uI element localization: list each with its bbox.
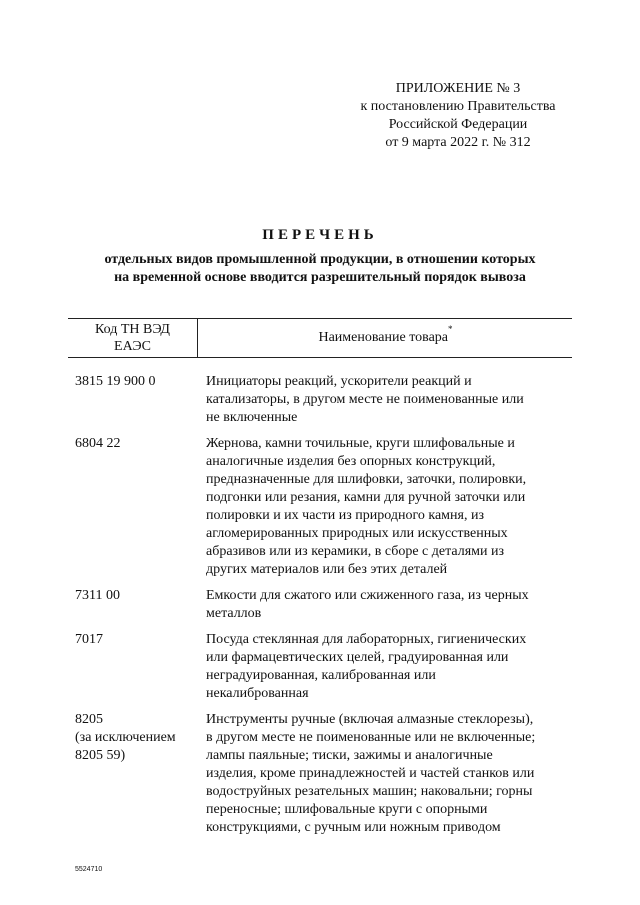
- product-code-line: 8205 59): [75, 748, 126, 763]
- table-row: [75, 631, 575, 703]
- product-name-line: изделия, кроме принадлежностей и частей станков или: [206, 766, 535, 781]
- footnote-mark: *: [448, 324, 453, 335]
- product-code-line: 7017: [75, 632, 103, 647]
- product-name-line: конструкциями, с ручным или ножным приводом: [206, 820, 501, 835]
- appendix-line: к постановлению Правительства: [360, 99, 556, 114]
- subtitle-line: отдельных видов промышленной продукции, в отношении которых: [104, 252, 536, 267]
- product-name-line: абразивов или из керамики, в сборе с деталями из: [206, 544, 505, 559]
- column-header-code-line: ЕАЭС: [114, 339, 151, 354]
- table-header: [68, 318, 572, 358]
- appendix-line: ПРИЛОЖЕНИЕ № 3: [395, 81, 521, 96]
- subtitle-line: на временной основе вводится разрешительный порядок вывоза: [114, 270, 526, 285]
- product-name-line: или фармацевтических целей, градуированная или: [206, 650, 509, 665]
- product-name-line: некалиброванная: [206, 686, 309, 701]
- product-code: [75, 711, 206, 837]
- product-name-line: Жернова, камни точильные, круги шлифовальные и: [206, 436, 515, 451]
- product-name-line: подгонки или резания, камни для ручной заточки или: [206, 490, 526, 505]
- product-name-line: в другом месте не поименованные или не включенные;: [206, 730, 536, 745]
- product-name-line: металлов: [206, 606, 262, 621]
- product-code-line: (за исключением: [75, 730, 176, 745]
- product-name-line: Инструменты ручные (включая алмазные стеклорезы),: [206, 712, 534, 727]
- product-code: [75, 587, 206, 623]
- product-name-line: водоструйных резательных машин; наковальни; горны: [206, 784, 533, 799]
- product-name-line: неградуированная, калиброванная или: [206, 668, 436, 683]
- product-code: [75, 631, 206, 703]
- product-name-line: не включенные: [206, 410, 298, 425]
- product-name: [206, 587, 566, 623]
- product-name-line: Емкости для сжатого или сжиженного газа, из черных: [206, 588, 529, 603]
- product-name: [206, 373, 566, 427]
- product-name-line: переносные; шлифовальные круги с опорными: [206, 802, 488, 817]
- product-name-line: Посуда стеклянная для лабораторных, гигиенических: [206, 632, 527, 647]
- product-name-line: лампы паяльные; тиски, зажимы и аналогичные: [206, 748, 493, 763]
- document-title: ПЕРЕЧЕНЬ: [262, 227, 378, 243]
- table-row: [75, 587, 575, 623]
- product-code: [75, 373, 206, 427]
- product-name-line: катализаторы, в другом месте не поименованные или: [206, 392, 524, 407]
- document-code: 5524710: [75, 866, 103, 873]
- product-name-line: Инициаторы реакций, ускорители реакций и: [206, 374, 472, 389]
- product-name-line: агломерированных природных или искусственных: [206, 526, 508, 541]
- product-code-line: 7311 00: [75, 588, 120, 603]
- table-body: [75, 373, 575, 837]
- product-name-line: аналогичные изделия без опорных конструкций,: [206, 454, 496, 469]
- appendix-line: от 9 марта 2022 г. № 312: [385, 135, 531, 150]
- product-name-line: других материалов или без этих деталей: [206, 562, 448, 577]
- column-header-name: [199, 319, 572, 357]
- table-row: [75, 373, 575, 427]
- column-header-code: [68, 319, 198, 357]
- column-header-code-line: Код ТН ВЭД: [95, 322, 170, 337]
- product-name: [206, 435, 566, 579]
- product-code-line: 3815 19 900 0: [75, 374, 156, 389]
- product-name-line: полировки и их части из природного камня, из: [206, 508, 484, 523]
- product-name: [206, 631, 566, 703]
- product-name-line: предназначенные для шлифовки, заточки, полировки,: [206, 472, 527, 487]
- product-code-line: 8205: [75, 712, 103, 727]
- column-header-name-label: Наименование товара: [318, 330, 448, 345]
- table-row: [75, 711, 575, 837]
- appendix-header: [330, 80, 586, 152]
- product-code: [75, 435, 206, 579]
- document-subtitle: [60, 251, 580, 287]
- product-code-line: 6804 22: [75, 436, 121, 451]
- product-name: [206, 711, 566, 837]
- appendix-line: Российской Федерации: [388, 117, 528, 132]
- table-row: [75, 435, 575, 579]
